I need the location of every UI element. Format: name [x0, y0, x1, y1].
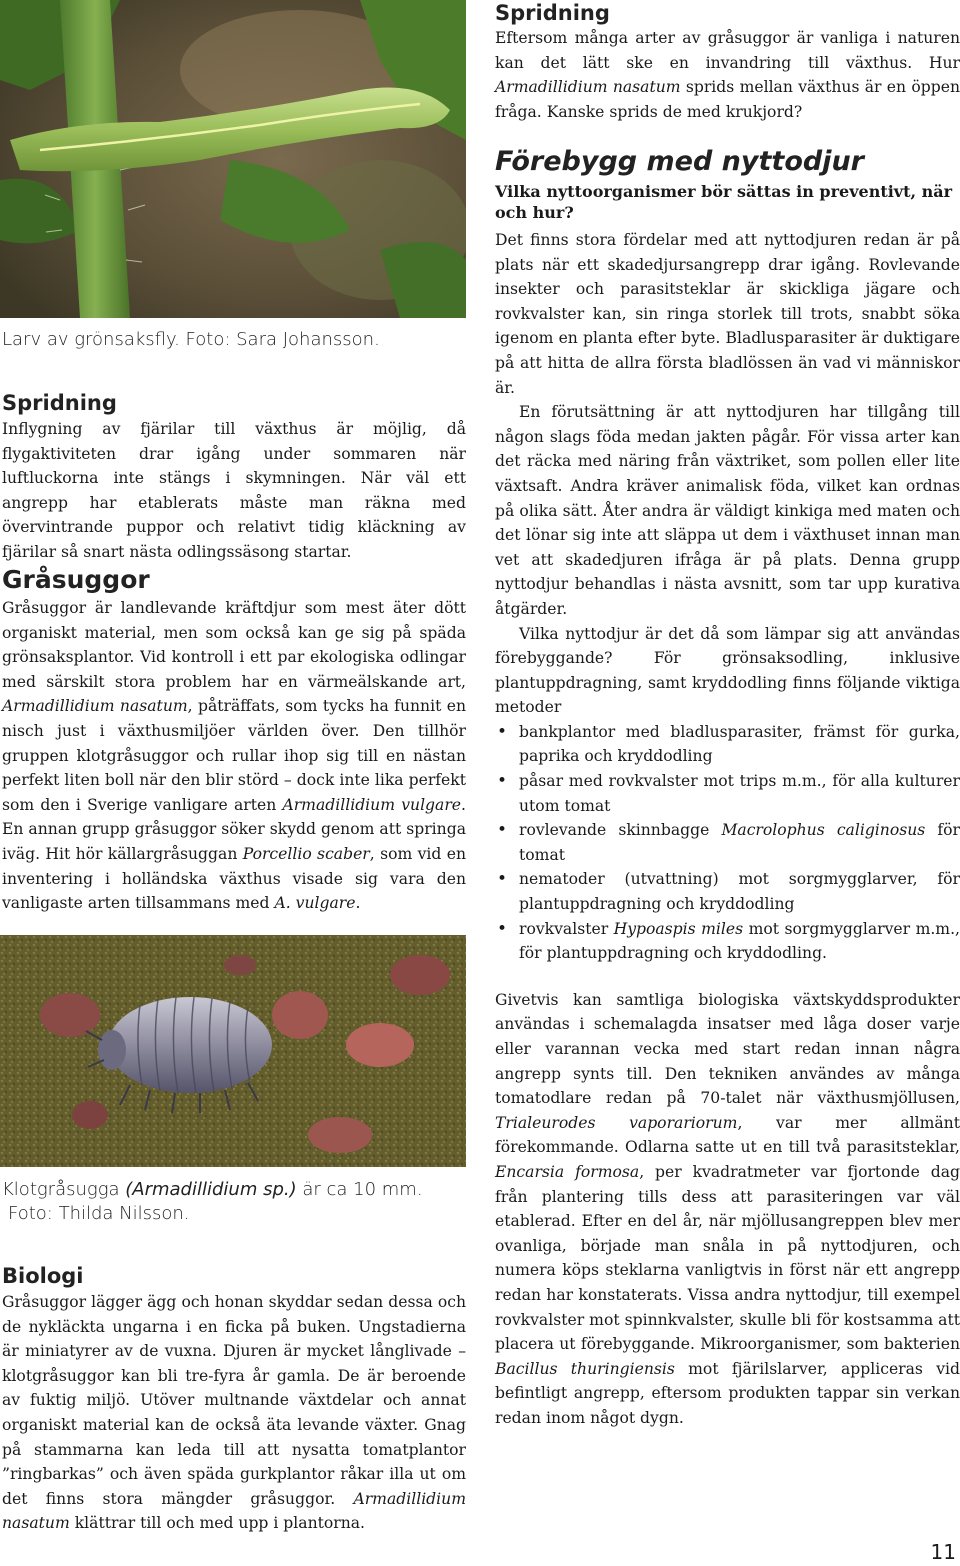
- caterpillar-caption: Larv av grönsaksfly. Foto: Sara Johansson.: [2, 329, 380, 350]
- methods-list: [495, 720, 960, 966]
- section-body: Gråsuggor är landlevande kräftdjur som mest äter dött organiskt material, men som också kan ge sig på späda grönsaksplantor. Vid kontroll i ett par ekologiska odlingar med särskilt stora problem har en värmeälskande art, Armadillidium nasatum, påträffats, som tycks ha funnit en nisch just i växthusmiljöer världen över. Den tillhör gruppen klotgråsuggor och rullar ihop sig till en nästan perfekt liten boll när den blir störd – dock inte lika perfekt som den i Sverige vanligare arten Armadillidium vulgare. En annan grupp gråsuggor söker skydd genom att springa iväg. Hit hör källargråsuggan Porcellio scaber, som vid en inventering i holländska växthus visade sig vara den vanligaste arten tillsammans med A. vulgare.: [2, 599, 466, 913]
- list-item: • rovlevande skinnbagge Macrolophus caliginosus för tomat: [495, 818, 960, 867]
- biologi-section: [2, 1263, 466, 1536]
- section-heading: Förebygg med nyttodjur: [495, 146, 864, 177]
- section-heading: Gråsuggor: [2, 565, 150, 594]
- woodlouse-image: [0, 935, 466, 1167]
- section-body: Gråsuggor lägger ägg och honan skyddar sedan dessa och de nykläckta ungarna i en ficka på buken. Ungstadierna är miniatyrer av de vuxna. Djuren är mycket långlivade – klotgråsuggor kan bli tre-fyra år gamla. De är beroende av fuktig miljö. Utöver multnande växtdelar och annat organiskt material kan de också äta levande växter. Gnag på stammarna kan leda till att nysatta tomatplantor ”ringbarkas” och även späda gurkplantor råkar illa ut om det finns stora mängder gråsuggor. Armadillidium nasatum klättrar till och med upp i plantorna.: [2, 1293, 466, 1533]
- grasuggor-section: [2, 565, 466, 916]
- woodlouse-photo: [0, 935, 466, 1167]
- forebygg-section: [495, 146, 960, 1431]
- paragraph: En förutsättning är att nyttodjuren har tillgång till någon slags föda medan jakten pågår. För vissa arter kan det räcka med näring från växtriket, som pollen eller lite växtsaft. Andra kräver animalisk föda, vilket kan ordnas på olika sätt. Åter andra är väldigt kinkiga med maten och det lönar sig inte att släppa ut dem i växthuset innan man vet att skadedjuren ifråga är på plats. Denna grupp nyttodjur behandlas i nästa avsnitt, som tar upp kurativa åtgärder.: [495, 403, 960, 618]
- paragraph: Det finns stora fördelar med att nyttodjuren redan är på plats när ett skadedjursangrepp drar igång. Rovlevande insekter och parasitsteklar är skickliga jägare och rovkvalster kan, sin ringa storlek till trots, snabbt söka igenom en planta efter byte. Bladlusparasiter är duktigare på att hitta de allra första bladlössen än vad vi människor är.: [495, 231, 960, 397]
- section-body: Eftersom många arter av gråsuggor är vanliga i naturen kan det lätt ske en invandring till växthus. Hur Armadillidium nasatum sprids mellan växthus är en öppen fråga. Kanske sprids de med krukjord?: [495, 29, 960, 121]
- section-body: Inflygning av fjärilar till växthus är möjlig, då flygaktiviteten drar igång under sommaren när luftluckorna inte stängs i skymningen. När väl ett angrepp har etablerats måste man räkna med övervintrande puppor och relativt tidig kläckning av fjärilar så snart nästa odlingssäsong startar.: [2, 420, 466, 561]
- caterpillar-image: [0, 0, 466, 318]
- paragraph: Givetvis kan samtliga biologiska växtskyddsprodukter användas i schemalagda insatser med låga doser varje eller varannan vecka med start redan innan några angrepp synts till. Den tekniken användes av många tomatodlare redan på 70-talet när växthusmjöllusen, Trialeurodes vaporariorum, var mer allmänt förekommande. Odlarna satte ut en till två parasitsteklar, Encarsia formosa, per kvadratmeter var fjortonde dag från plantering tills dess att parasiteringen var väl etablerad. Efter en del år, när mjöllusangreppen blev mer ovanliga, började man snåla in på nyttodjuren, och numera köps steklarna vanligtvis in först när ett angrepp redan har konstaterats. Vissa andra nyttodjur, till exempel rovkvalster mot spinnkvalster, skulle bli för kostsamma att placera ut förebyggande. Mikroorganismer, som bakterien Bacillus thuringiensis mot fjärilslarver, appliceras vid befintligt angrepp, eftersom produkten tappar sin verkan redan inom något dygn.: [495, 990, 960, 1427]
- right-spridning-section: [495, 0, 960, 124]
- woodlouse-caption: Klotgråsugga (Armadillidium sp.) är ca 10 mm. Foto: Thilda Nilsson.: [2, 1179, 423, 1224]
- list-item: • nematoder (utvattning) mot sorgmygglarver, för plantuppdragning och kryddodling: [495, 867, 960, 916]
- list-item: • bankplantor med bladlusparasiter, främst för gurka, paprika och kryddodling: [495, 720, 960, 769]
- paragraph: Vilka nyttodjur är det då som lämpar sig att användas förebyggande? För grönsaksodling, inklusive plantuppdragning, samt kryddodling finns följande viktiga metoder: [495, 624, 960, 717]
- list-item: • påsar med rovkvalster mot trips m.m., för alla kulturer utom tomat: [495, 769, 960, 818]
- section-heading: Biologi: [2, 1264, 84, 1288]
- list-item: • rovkvalster Hypoaspis miles mot sorgmygglarver m.m., för plantuppdragning och kryddodling.: [495, 917, 960, 966]
- page-number: 11: [930, 1540, 956, 1564]
- section-heading: Spridning: [495, 1, 610, 25]
- caterpillar-photo: [0, 0, 466, 318]
- section-subheading: Vilka nyttoorganismer bör sättas in preventivt, när och hur?: [495, 182, 953, 222]
- left-spridning-section: [2, 390, 466, 565]
- section-heading: Spridning: [2, 391, 117, 415]
